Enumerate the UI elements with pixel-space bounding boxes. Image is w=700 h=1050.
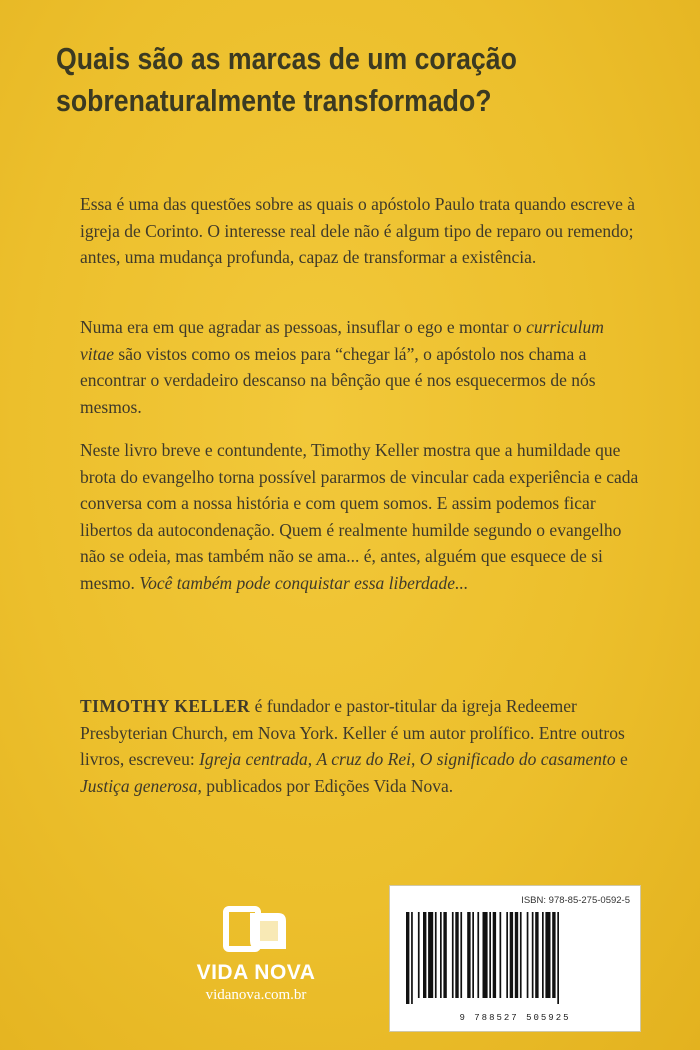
barcode-bar (423, 912, 426, 998)
barcode-bar (527, 912, 529, 998)
bio-sep-3: e (615, 749, 628, 769)
paragraph-3 (80, 437, 640, 596)
barcode-bar (515, 912, 518, 998)
publisher-logo (176, 905, 336, 1004)
headline (56, 38, 658, 122)
paragraph-3-italic: Você também pode conquistar essa liberdade... (139, 572, 469, 593)
headline-line-2: sobrenaturalmente transformado? (56, 83, 492, 118)
author-bio (80, 693, 640, 799)
barcode-bar (542, 912, 544, 998)
barcode-bar (443, 912, 446, 998)
isbn-barcode (389, 885, 641, 1032)
paragraph-2-italic: curriculum vitae (80, 317, 604, 364)
vida-nova-logo-icon (220, 905, 292, 955)
bio-text-1: é fundador e pastor-titular da igreja Redeemer Presbyterian Church, em Nova York. Keller é um autor prolífico. Entre outros livros, escreveu: (80, 696, 625, 769)
barcode-bar (440, 912, 442, 998)
barcode-bar (411, 912, 413, 1004)
publisher-name: VIDA NOVA (196, 961, 316, 984)
book-title-3: O significado do casamento (419, 749, 616, 769)
barcode-bar (532, 912, 534, 998)
paragraph-3-text: Neste livro breve e contundente, Timothy Keller mostra que a humildade que brota do evangelho torna possível pararmos de vincular cada experiência e cada conversa com a nossa história e com quem somos. E assim podemos ficar libertos da autocondenação. Quem é realmente humilde segundo o evangelho não se odeia, mas também não se ama... é, antes, alguém que esquece de si mesmo. (80, 440, 639, 593)
barcode-bar (472, 912, 474, 998)
bio-sep-2: , (410, 749, 420, 769)
book-title-4: Justiça generosa (80, 775, 198, 796)
barcode-bar (535, 912, 538, 998)
barcode-bar (435, 912, 437, 998)
barcode-bar (520, 912, 522, 998)
barcode-bar (477, 912, 479, 998)
barcode-bar (452, 912, 454, 998)
barcode-bar (406, 912, 409, 1004)
barcode-bar (467, 912, 470, 998)
barcode-bar (506, 912, 508, 998)
author-name: TIMOTHY KELLER (80, 696, 251, 716)
bio-text-2: , publicados por Edições Vida Nova. (197, 775, 454, 796)
barcode-bar (500, 912, 502, 998)
barcode-bar (418, 912, 420, 998)
barcode-bar (455, 912, 458, 998)
publisher-url[interactable]: vidanova.com.br (205, 987, 307, 1003)
barcode-bar (510, 912, 513, 998)
barcode-icon (402, 912, 628, 1004)
bio-sep-1: , (307, 749, 317, 769)
barcode-bar (483, 912, 488, 998)
paragraph-2-before: Numa era em que agradar as pessoas, insuflar o ego e montar o (80, 317, 527, 337)
barcode-bar (552, 912, 555, 998)
barcode-digits: 9 788527 505925 (459, 1013, 571, 1023)
book-title-2: A cruz do Rei (316, 749, 411, 769)
barcode-bar (493, 912, 496, 998)
barcode-bar (489, 912, 491, 998)
headline-line-1: Quais são as marcas de um coração (56, 41, 517, 76)
barcode-bar (545, 912, 550, 998)
paragraph-1: Essa é uma das questões sobre as quais o apóstolo Paulo trata quando escreve à igreja de Corinto. O interesse real dele não é algum tipo de reparo ou remendo; antes, uma mudança profunda, capaz de transformar a existência. (80, 194, 635, 267)
barcode-bar (557, 912, 559, 1004)
book-title-1: Igreja centrada (199, 749, 308, 769)
isbn-label: ISBN: 978-85-275-0592-5 (521, 895, 630, 906)
barcode-bar (460, 912, 462, 998)
barcode-bar (428, 912, 433, 998)
paragraph-2-after: são vistos como os meios para “chegar lá”, o apóstolo nos chama a encontrar o verdadeiro descanso na bênção que é nos esquecermos de nós mesmos. (80, 343, 596, 417)
paragraph-2 (80, 314, 640, 420)
